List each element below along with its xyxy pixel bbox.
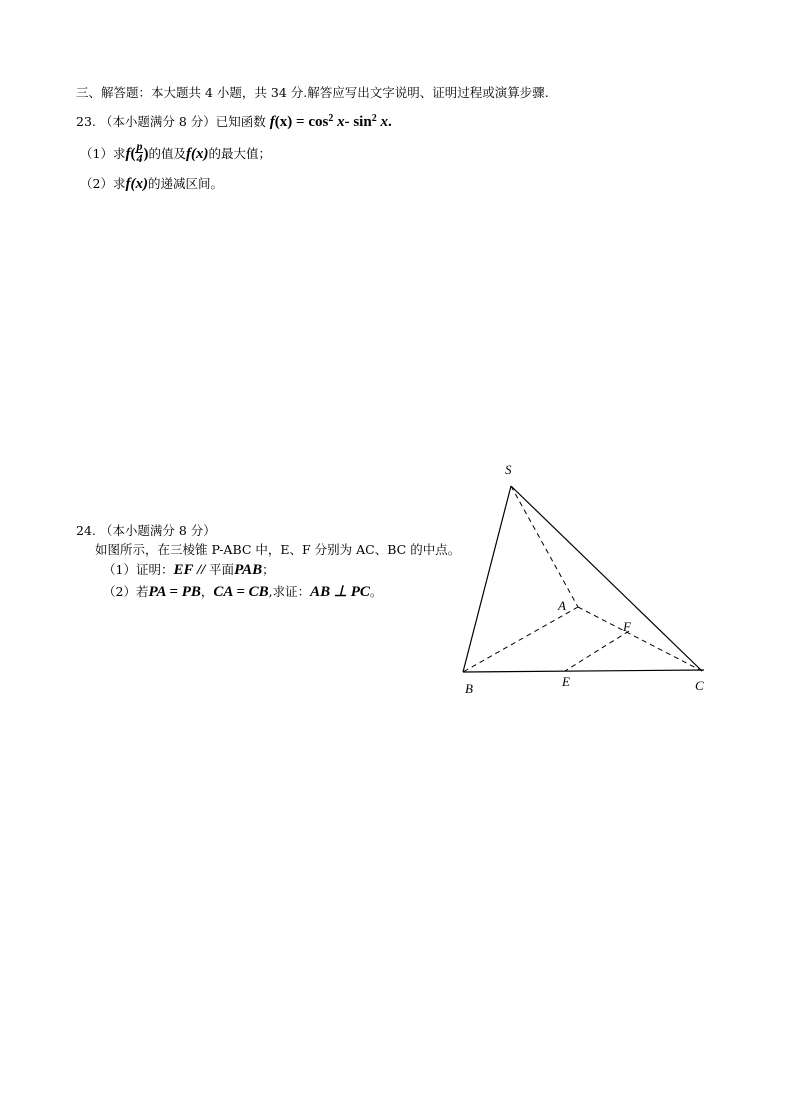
q23-part1-paren-open: ( (130, 146, 136, 162)
q23-cos-exponent: 2 (328, 113, 334, 124)
q23-cos: cos (308, 114, 329, 131)
edge-sa (511, 486, 578, 607)
edge-sb (463, 486, 511, 672)
q23-part1-fraction (135, 141, 143, 164)
q24-part2-end: 。 (369, 584, 383, 599)
label-e: E (562, 674, 570, 689)
q24-part1-plane: 平面 (209, 562, 235, 577)
fraction-denominator: 4 (136, 151, 143, 165)
q23-part2-fx: f(x) (125, 176, 148, 192)
q23-part1-end: 的最大值； (208, 146, 271, 161)
q23-part1 (80, 139, 271, 166)
edge-ab (463, 607, 578, 672)
edge-sc (511, 486, 702, 671)
section-header: 三、解答题：本大题共 4 小题，共 34 分.解答应写出文字说明、证明过程或演算步骤. (76, 85, 549, 100)
q24-part1-label: （1）证明： (103, 562, 174, 577)
pyramid-figure (455, 455, 725, 700)
segment-ef (565, 631, 629, 671)
label-f: F (623, 619, 631, 634)
q23-x2: x (376, 114, 388, 131)
q24-part2-label: （2）若 (103, 584, 149, 599)
q23-statement (76, 111, 392, 130)
q23-number: 23. (76, 114, 96, 130)
q23-part1-mid: 的值及 (148, 146, 186, 161)
q24-part1 (103, 562, 275, 578)
q23-intro: 已知函数 (215, 114, 266, 130)
q24-part2-comma: ， (200, 584, 214, 599)
q24-part1-end: ； (262, 562, 275, 577)
q23-part1-paren-close: ) (143, 146, 149, 162)
q24-part2-pa-pb: PA = PB (148, 584, 201, 600)
q24-heading (76, 523, 216, 539)
q24-intro: 如图所示，在三棱锥 P-ABC 中，E、F 分别为 AC、BC 的中点。 (95, 542, 461, 557)
q23-minus: - (344, 114, 354, 131)
q24-part2-mid: ,求证： (268, 584, 311, 599)
q23-score: （本小题满分 8 分） (99, 114, 216, 130)
label-s: S (505, 462, 512, 477)
q24-part2 (103, 584, 382, 600)
q24-part2-ca-cb: CA = CB (213, 584, 269, 600)
q23-func-f: f (269, 114, 275, 131)
edge-bc (463, 670, 704, 672)
q23-period: . (387, 114, 392, 131)
q23-x1: x (333, 114, 345, 131)
q23-sin: sin (353, 114, 372, 131)
edge-ac (578, 607, 702, 671)
label-c: C (695, 678, 704, 693)
q24-number: 24. (76, 523, 96, 538)
q23-part2-label: （2）求 (80, 176, 126, 191)
q23-sin-exponent: 2 (371, 113, 377, 124)
q24-score: （本小题满分 8 分） (99, 523, 216, 538)
q23-part2 (80, 176, 223, 192)
fraction-numerator: p (136, 139, 143, 153)
q23-eq: = (292, 114, 309, 131)
q23-part1-label: （1）求 (80, 146, 126, 161)
q23-part2-end: 的递减区间。 (147, 176, 223, 191)
q24-part1-pab: PAB (234, 562, 263, 578)
q24-part2-ab-perp-pc: AB ⊥ PC (310, 584, 370, 600)
q23-func-x: (x) (274, 114, 293, 131)
q23-part1-f: f (125, 146, 131, 162)
label-a: A (558, 598, 566, 613)
q23-part1-fx: f(x) (185, 146, 209, 162)
q24-part1-parallel: // (193, 562, 210, 578)
label-b: B (465, 681, 473, 696)
q24-part1-ef: EF (173, 562, 194, 578)
